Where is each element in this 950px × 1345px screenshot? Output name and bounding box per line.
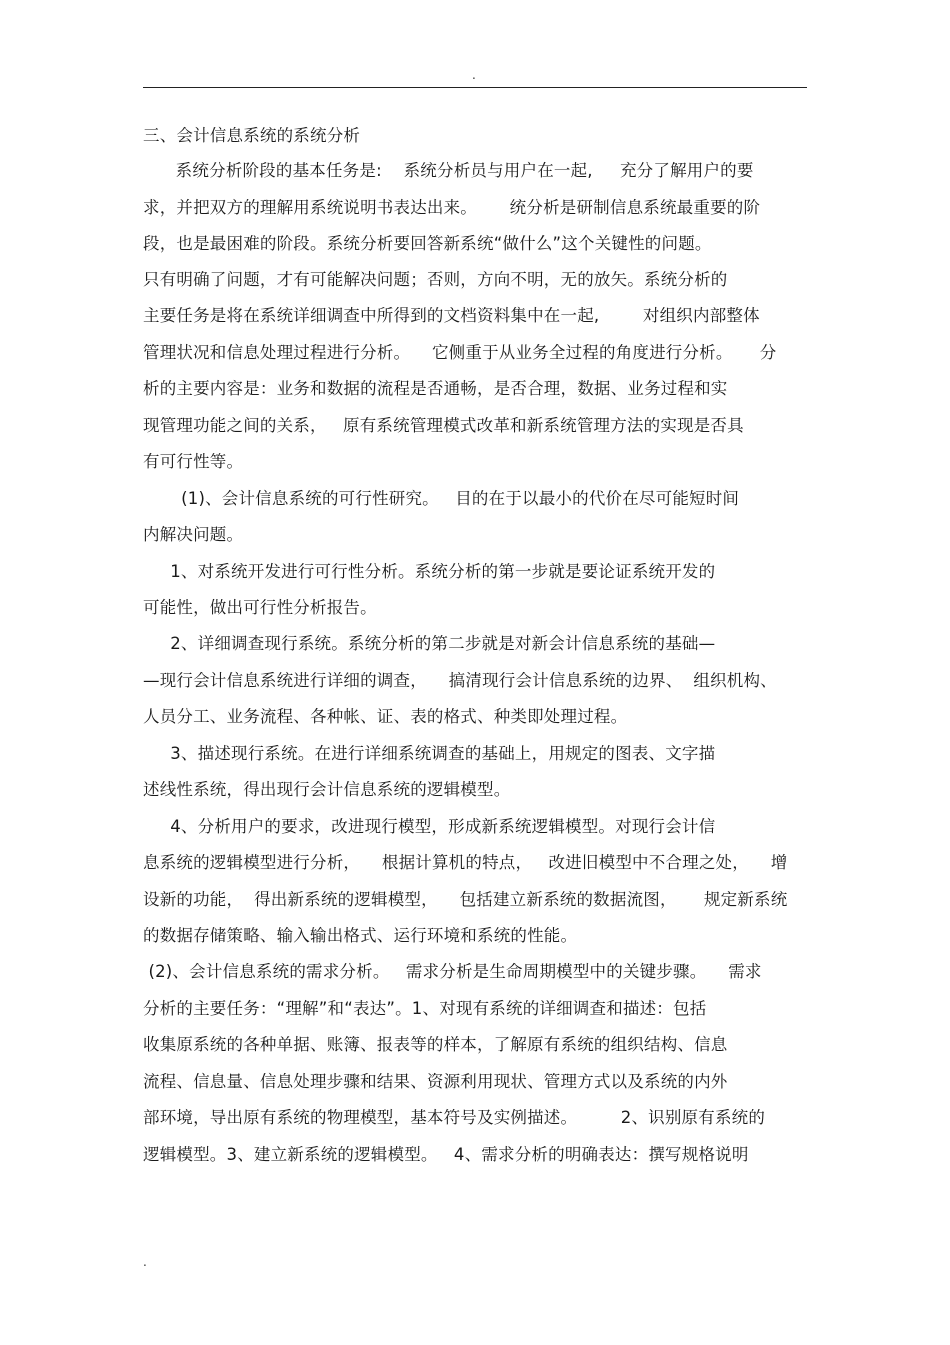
text-line: 人员分工、业务流程、各种帐、证、表的格式、种类即处理过程。 bbox=[143, 707, 628, 726]
text-line: 收集原系统的各种单据、账簿、报表等的样本，了解原有系统的组织结构、信息 bbox=[143, 1035, 728, 1054]
text-line: 3、描述现行系统。在进行详细系统调查的基础上，用规定的图表、文字描 bbox=[143, 744, 716, 763]
text-line: 析的主要内容是：业务和数据的流程是否通畅，是否合理，数据、业务过程和实 bbox=[143, 379, 728, 398]
text-line: 流程、信息量、信息处理步骤和结果、资源利用现状、管理方式以及系统的内外 bbox=[143, 1072, 728, 1091]
text-line: 内解决问题。 bbox=[143, 525, 244, 544]
text-line: 现管理功能之间的关系， 原有系统管理模式改革和新系统管理方法的实现是否具 bbox=[143, 416, 744, 435]
text-line: 息系统的逻辑模型进行分析， 根据计算机的特点， 改进旧模型中不合理之处， 增 bbox=[143, 853, 788, 872]
header-mark: . bbox=[472, 68, 476, 82]
text-line: 求，并把双方的理解用系统说明书表达出来。 统分析是研制信息系统最重要的阶 bbox=[143, 198, 761, 217]
text-line: 部环境，导出原有系统的物理模型，基本符号及实例描述。 2、识别原有系统的 bbox=[143, 1108, 766, 1127]
footer-mark: . bbox=[143, 1255, 147, 1269]
text-line: 述线性系统，得出现行会计信息系统的逻辑模型。 bbox=[143, 780, 511, 799]
text-line: 管理状况和信息处理过程进行分析。 它侧重于从业务全过程的角度进行分析。 分 bbox=[143, 343, 777, 362]
text-line: 系统分析阶段的基本任务是: 系统分析员与用户在一起, 充分了解用户的要 bbox=[143, 161, 754, 180]
text-line: 设新的功能， 得出新系统的逻辑模型， 包括建立新系统的数据流图， 规定新系统 bbox=[143, 890, 788, 909]
header-rule bbox=[143, 87, 807, 88]
text-line: 2、详细调查现行系统。系统分析的第二步就是对新会计信息系统的基础— bbox=[143, 634, 716, 653]
text-line: 1、对系统开发进行可行性分析。系统分析的第一步就是要论证系统开发的 bbox=[143, 562, 716, 581]
subsection-heading: (1)、会计信息系统的可行性研究。 目的在于以最小的代价在尽可能短时间 bbox=[143, 489, 740, 508]
text-line: 主要任务是将在系统详细调查中所得到的文档资料集中在一起, 对组织内部整体 bbox=[143, 306, 760, 325]
text-line: 有可行性等。 bbox=[143, 452, 244, 471]
text-line: 可能性，做出可行性分析报告。 bbox=[143, 598, 377, 617]
subsection-heading: (2)、会计信息系统的需求分析。 需求分析是生命周期模型中的关键步骤。 需求 bbox=[143, 962, 762, 981]
text-line: 逻辑模型。3、建立新系统的逻辑模型。 4、需求分析的明确表达：撰写规格说明 bbox=[143, 1145, 749, 1164]
text-line: 只有明确了问题，才有可能解决问题；否则，方向不明，无的放矢。系统分析的 bbox=[143, 270, 728, 289]
text-line: 分析的主要任务：“理解”和“表达”。1、对现有系统的详细调查和描述：包括 bbox=[143, 999, 707, 1018]
text-line: 4、分析用户的要求，改进现行模型，形成新系统逻辑模型。对现行会计信 bbox=[143, 817, 716, 836]
section-heading: 三、会计信息系统的系统分析 bbox=[143, 126, 361, 145]
text-line: —现行会计信息系统进行详细的调查， 搞清现行会计信息系统的边界、 组织机构、 bbox=[143, 671, 777, 690]
text-line: 段，也是最困难的阶段。系统分析要回答新系统“做什么”这个关键性的问题。 bbox=[143, 234, 712, 253]
text-line: 的数据存储策略、输入输出格式、运行环境和系统的性能。 bbox=[143, 926, 578, 945]
